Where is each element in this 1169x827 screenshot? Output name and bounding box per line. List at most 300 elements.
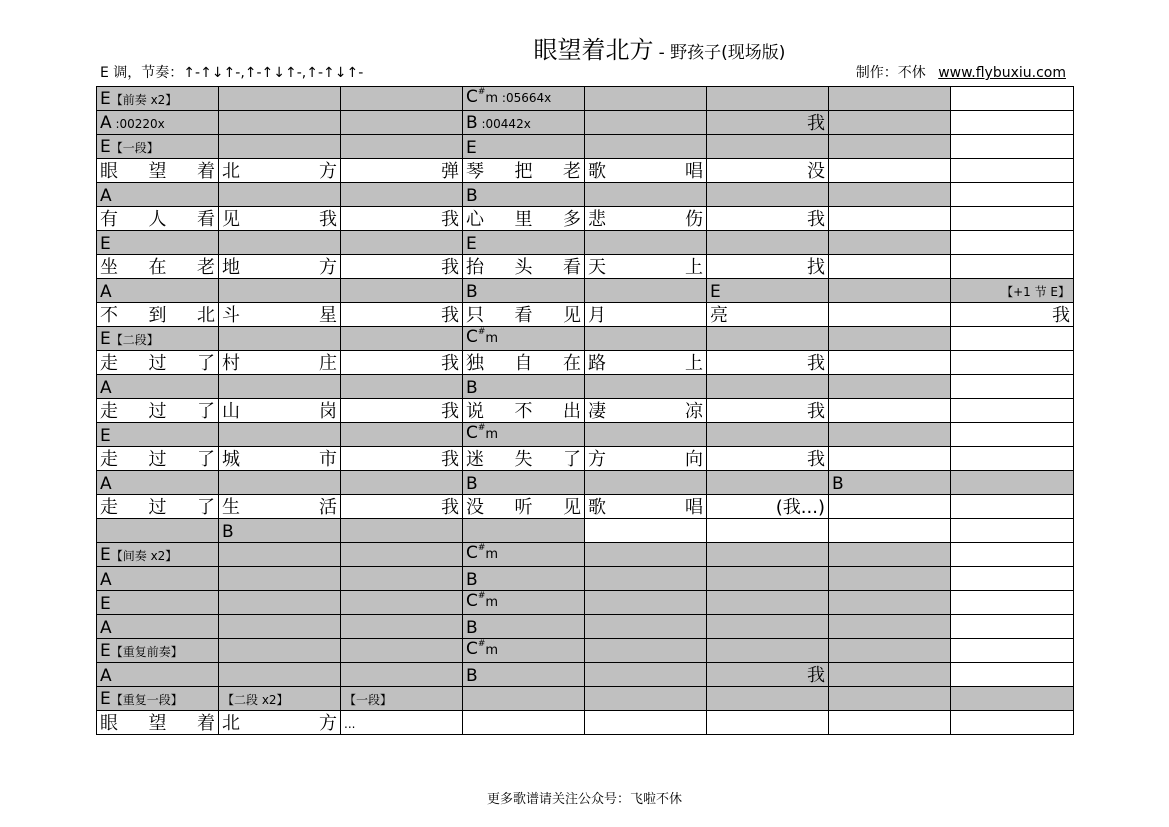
sheet-cell (219, 255, 341, 279)
section-note: :05664x (498, 91, 552, 105)
sheet-cell (463, 255, 585, 279)
table-row (97, 255, 1074, 279)
sheet-cell (341, 231, 463, 255)
sheet-cell (463, 519, 585, 543)
sheet-cell (219, 351, 341, 375)
sheet-cell (463, 423, 585, 447)
chord-label: A (100, 618, 112, 638)
chord-label: C (466, 639, 478, 659)
table-row (97, 687, 1074, 711)
lyric-group (710, 114, 825, 134)
sheet-cell (97, 471, 219, 495)
sheet-cell (219, 639, 341, 663)
sheet-cell (951, 543, 1074, 567)
sheet-cell (585, 279, 707, 303)
sheet-cell (341, 615, 463, 639)
sheet-cell (219, 159, 341, 183)
sheet-cell (951, 519, 1074, 543)
lyric-char: 唱 (685, 161, 703, 182)
sheet-cell (829, 711, 951, 735)
lyric-char: (我...) (775, 497, 825, 518)
sheet-cell (829, 687, 951, 711)
sheet-cell (463, 447, 585, 471)
sheet-cell (585, 711, 707, 735)
lyric-char: 走 (100, 353, 118, 374)
chord-label: E (466, 138, 477, 158)
sheet-cell (463, 567, 585, 591)
sheet-cell (707, 183, 829, 207)
lyric-group (466, 402, 581, 422)
lyric-char: 过 (148, 401, 167, 422)
sheet-cell (707, 519, 829, 543)
lyric-char: 歌 (588, 161, 606, 182)
sheet-cell (463, 591, 585, 615)
sheet-cell (97, 495, 219, 519)
lyric-char: 我 (441, 497, 459, 518)
sheet-cell (341, 135, 463, 159)
sheet-cell (707, 615, 829, 639)
section-note: 【重复一段】 (110, 693, 183, 707)
lyric-char: 里 (514, 209, 533, 230)
chord-label: A (100, 113, 112, 133)
lyric-char: 方 (588, 449, 606, 470)
lyric-char: 找 (807, 257, 825, 278)
sheet-cell (951, 615, 1074, 639)
lyric-group (466, 354, 581, 374)
section-note: 【一段】 (110, 141, 159, 155)
sheet-cell (463, 207, 585, 231)
sheet-cell (829, 351, 951, 375)
lyric-char: 着 (197, 161, 215, 182)
lyric-char: 过 (148, 353, 167, 374)
sheet-cell (97, 399, 219, 423)
sheet-cell (829, 615, 951, 639)
sheet-cell (707, 279, 829, 303)
sheet-cell (585, 591, 707, 615)
lyric-group (466, 450, 581, 470)
sheet-cell (829, 519, 951, 543)
sheet-cell (219, 87, 341, 111)
sheet-cell (585, 111, 707, 135)
sheet-cell (951, 159, 1074, 183)
lyric-char: 不 (100, 305, 118, 326)
sheet-cell (707, 423, 829, 447)
sheet-cell (97, 327, 219, 351)
lyric-char: 山 (222, 401, 240, 422)
lyric-group (222, 402, 337, 422)
lyric-char: 老 (197, 257, 215, 278)
table-row (97, 663, 1074, 687)
chord-suffix: m (485, 331, 499, 346)
chord-label: A (100, 666, 112, 686)
lyric-char: 星 (319, 305, 337, 326)
sheet-cell (951, 375, 1074, 399)
lyric-group (710, 666, 825, 686)
sheet-cell (219, 471, 341, 495)
sheet-cell (97, 87, 219, 111)
sheet-cell (707, 351, 829, 375)
chord-sharp: # (477, 591, 486, 601)
sheet-cell (951, 303, 1074, 327)
lyric-char: 方 (319, 257, 337, 278)
sheet-cell (97, 135, 219, 159)
sheet-cell (951, 423, 1074, 447)
lyric-char: 岗 (319, 401, 337, 422)
lyric-group (100, 210, 215, 230)
lyric-char: 城 (222, 449, 240, 470)
chord-label: E (100, 545, 111, 565)
lyric-char: 没 (466, 497, 484, 518)
lyric-char: 我 (807, 209, 825, 230)
lyric-char: 我 (319, 209, 337, 230)
sheet-cell (585, 375, 707, 399)
sheet-cell (707, 567, 829, 591)
lyric-group (466, 210, 581, 230)
lyric-char: 多 (563, 209, 581, 230)
lyric-char: 不 (514, 401, 533, 422)
chord-suffix: m (485, 91, 499, 106)
lyric-char: 过 (148, 497, 167, 518)
sheet-cell (463, 183, 585, 207)
sheet-cell (463, 615, 585, 639)
sheet-cell (707, 159, 829, 183)
section-note: 【一段】 (344, 693, 393, 707)
sheet-cell (463, 87, 585, 111)
sheet-cell (951, 639, 1074, 663)
lyric-char: 独 (466, 353, 484, 374)
lyric-char: 琴 (466, 161, 484, 182)
sheet-cell (829, 663, 951, 687)
lyric-char: 看 (197, 209, 215, 230)
sheet-cell (97, 303, 219, 327)
lyric-char: 天 (588, 257, 606, 278)
lyric-group (100, 402, 215, 422)
sheet-cell (707, 399, 829, 423)
lyric-char: 我 (807, 113, 825, 134)
sheet-cell (341, 423, 463, 447)
table-row (97, 303, 1074, 327)
sheet-cell (951, 567, 1074, 591)
sheet-cell (951, 591, 1074, 615)
sheet-cell (463, 351, 585, 375)
lyric-char: 弹 (441, 161, 459, 182)
chord-suffix: m (485, 643, 499, 658)
website-link[interactable]: www.flybuxiu.com (938, 65, 1066, 81)
sheet-cell (97, 543, 219, 567)
table-row (97, 495, 1074, 519)
lyric-group (344, 354, 459, 374)
sheet-cell (341, 159, 463, 183)
sheet-cell (951, 255, 1074, 279)
section-note: 【前奏 x2】 (110, 93, 178, 107)
chord-sharp: # (477, 327, 486, 337)
chord-sharp: # (477, 87, 486, 97)
lyric-char: 庄 (319, 353, 337, 374)
sheet-cell (219, 543, 341, 567)
sheet-cell (951, 711, 1074, 735)
sheet-cell (97, 519, 219, 543)
chord-label: A (100, 186, 112, 206)
sheet-cell (585, 87, 707, 111)
sheet-cell (707, 135, 829, 159)
sheet-cell (463, 303, 585, 327)
lyric-char: 人 (148, 209, 167, 230)
artist-label: - 野孩子(现场版) (658, 43, 786, 63)
sheet-cell (585, 471, 707, 495)
chord-label: E (710, 282, 721, 302)
sheet-cell (829, 135, 951, 159)
sheet-cell (585, 687, 707, 711)
chord-chart-table (96, 86, 1074, 735)
table-row (97, 135, 1074, 159)
chord-label: B (832, 474, 844, 494)
chord-label: B (466, 474, 478, 494)
chord-label: A (100, 570, 112, 590)
sheet-cell (829, 447, 951, 471)
sheet-cell (707, 375, 829, 399)
chord-label: B (466, 666, 478, 686)
lyric-char: 走 (100, 401, 118, 422)
sheet-cell (97, 711, 219, 735)
lyric-char: 眼 (100, 713, 118, 734)
lyric-char: 着 (197, 713, 215, 734)
chord-label: B (466, 186, 478, 206)
sheet-cell (219, 183, 341, 207)
table-row (97, 423, 1074, 447)
sheet-cell (829, 183, 951, 207)
sheet-cell (585, 159, 707, 183)
lyric-group (100, 714, 215, 734)
lyric-char: 我 (441, 449, 459, 470)
sheet-cell (707, 327, 829, 351)
lyric-char: 没 (807, 161, 825, 182)
footer-note: 更多歌谱请关注公众号：飞啦不休 (486, 792, 682, 807)
sheet-cell (829, 231, 951, 255)
lyric-char: 我 (807, 353, 825, 374)
sheet-cell (463, 399, 585, 423)
sheet-cell (707, 711, 829, 735)
lyric-char: 我 (807, 449, 825, 470)
lyric-char: 上 (685, 353, 703, 374)
sheet-cell (97, 423, 219, 447)
lyric-char: 见 (222, 209, 240, 230)
lyric-char: 村 (222, 353, 240, 374)
lyric-group (466, 162, 581, 182)
sheet-cell (219, 279, 341, 303)
chord-sharp: # (477, 423, 486, 433)
lyric-group (466, 258, 581, 278)
lyric-char: 望 (148, 161, 167, 182)
sheet-cell (341, 207, 463, 231)
chord-label: A (100, 282, 112, 302)
chord-label: C (466, 423, 478, 443)
chord-label: E (466, 234, 477, 254)
chord-chart-body (97, 87, 1074, 735)
table-row (97, 519, 1074, 543)
sheet-cell (219, 495, 341, 519)
chord-sharp: # (477, 639, 486, 649)
chord-label: E (100, 641, 111, 661)
lyric-char: 斗 (222, 305, 240, 326)
lyric-group (100, 258, 215, 278)
sheet-cell (585, 183, 707, 207)
sheet-cell (463, 135, 585, 159)
sheet-cell (341, 591, 463, 615)
sheet-cell (219, 423, 341, 447)
sheet-cell (707, 87, 829, 111)
sheet-cell (829, 591, 951, 615)
sheet-cell (829, 255, 951, 279)
sheet-cell (97, 279, 219, 303)
sheet-cell (585, 447, 707, 471)
sheet-cell (829, 111, 951, 135)
sheet-cell (97, 567, 219, 591)
section-note: 【二段 x2】 (222, 693, 289, 707)
sheet-cell (951, 207, 1074, 231)
table-row (97, 711, 1074, 735)
lyric-char: 见 (563, 497, 581, 518)
table-row (97, 543, 1074, 567)
sheet-cell (341, 183, 463, 207)
lyric-group (100, 354, 215, 374)
sheet-cell (829, 423, 951, 447)
lyric-char: 失 (514, 449, 533, 470)
sheet-cell (829, 279, 951, 303)
lyric-char: 看 (514, 305, 533, 326)
sheet-cell (219, 519, 341, 543)
lyric-char: 地 (222, 257, 240, 278)
lyric-char: 头 (514, 257, 533, 278)
sheet-cell (341, 279, 463, 303)
sheet-cell (219, 375, 341, 399)
lyric-group (222, 258, 337, 278)
sheet-cell (707, 207, 829, 231)
lyric-group (466, 306, 581, 326)
table-row (97, 87, 1074, 111)
sheet-cell (707, 639, 829, 663)
lyric-char: 了 (563, 449, 581, 470)
sheet-cell (219, 687, 341, 711)
lyric-group (344, 402, 459, 422)
chord-label: C (466, 327, 478, 347)
sheet-cell (341, 543, 463, 567)
lyric-char: 了 (197, 449, 215, 470)
chord-label: B (466, 378, 478, 398)
sheet-cell (829, 207, 951, 231)
lyric-group (710, 450, 825, 470)
lyric-char: 老 (563, 161, 581, 182)
sheet-cell (707, 543, 829, 567)
lyric-char: 亮 (710, 305, 728, 326)
lyric-char: 在 (563, 353, 581, 374)
lyric-char: 眼 (100, 161, 118, 182)
lyric-group (100, 498, 215, 518)
sheet-cell (97, 159, 219, 183)
sheet-cell (341, 519, 463, 543)
lyric-char: 唱 (685, 497, 703, 518)
sheet-cell (585, 351, 707, 375)
lyric-group (710, 354, 825, 374)
lyric-group (100, 306, 215, 326)
sheet-cell (219, 567, 341, 591)
lyric-group (710, 498, 825, 518)
sheet-cell (219, 399, 341, 423)
sheet-cell (829, 399, 951, 423)
sheet-cell (341, 87, 463, 111)
sheet-cell (97, 231, 219, 255)
sheet-cell (463, 663, 585, 687)
sheet-cell (585, 639, 707, 663)
lyric-group (222, 306, 337, 326)
lyric-char: 把 (514, 161, 533, 182)
sheet-cell (951, 87, 1074, 111)
sheet-cell (97, 351, 219, 375)
sheet-cell (951, 279, 1074, 303)
sheet-cell (951, 447, 1074, 471)
sheet-cell (97, 255, 219, 279)
sheet-cell (97, 375, 219, 399)
table-row (97, 447, 1074, 471)
lyric-char: 伤 (685, 209, 703, 230)
lyric-char: 在 (148, 257, 167, 278)
lyric-char: 活 (319, 497, 337, 518)
lyric-char: 我 (1052, 305, 1070, 326)
lyric-char: 我 (441, 209, 459, 230)
lyric-group (588, 402, 703, 422)
lyric-char: 有 (100, 209, 118, 230)
sheet-cell (341, 327, 463, 351)
table-row (97, 207, 1074, 231)
chord-label: B (466, 618, 478, 638)
lyric-group (710, 306, 825, 326)
lyric-char: 迷 (466, 449, 484, 470)
sheet-cell (463, 543, 585, 567)
lyric-group (588, 498, 703, 518)
lyric-char: 抬 (466, 257, 484, 278)
sheet-cell (463, 471, 585, 495)
sheet-cell (585, 135, 707, 159)
section-note: :00442x (477, 117, 531, 131)
chord-sharp: # (477, 543, 486, 553)
sheet-cell (463, 687, 585, 711)
chord-label: E (100, 689, 111, 709)
sheet-cell (951, 351, 1074, 375)
table-row (97, 231, 1074, 255)
sheet-cell (97, 615, 219, 639)
sheet-cell (219, 711, 341, 735)
sheet-cell (341, 639, 463, 663)
lyric-char: 歌 (588, 497, 606, 518)
sheet-cell (97, 687, 219, 711)
table-row (97, 279, 1074, 303)
lyric-char: 凉 (685, 401, 703, 422)
chord-suffix: m (485, 427, 499, 442)
sheet-cell (585, 519, 707, 543)
lyric-char: 向 (685, 449, 703, 470)
lyric-char: 了 (197, 497, 215, 518)
sheet-cell (707, 663, 829, 687)
credit-label: 制作：不休 (855, 65, 926, 81)
sheet-cell (829, 87, 951, 111)
table-row (97, 615, 1074, 639)
lyric-char: 看 (563, 257, 581, 278)
chord-label: B (222, 522, 234, 542)
lyric-group (100, 162, 215, 182)
sheet-cell (829, 639, 951, 663)
table-row (97, 471, 1074, 495)
lyric-group (344, 162, 459, 182)
sheet-cell (707, 255, 829, 279)
